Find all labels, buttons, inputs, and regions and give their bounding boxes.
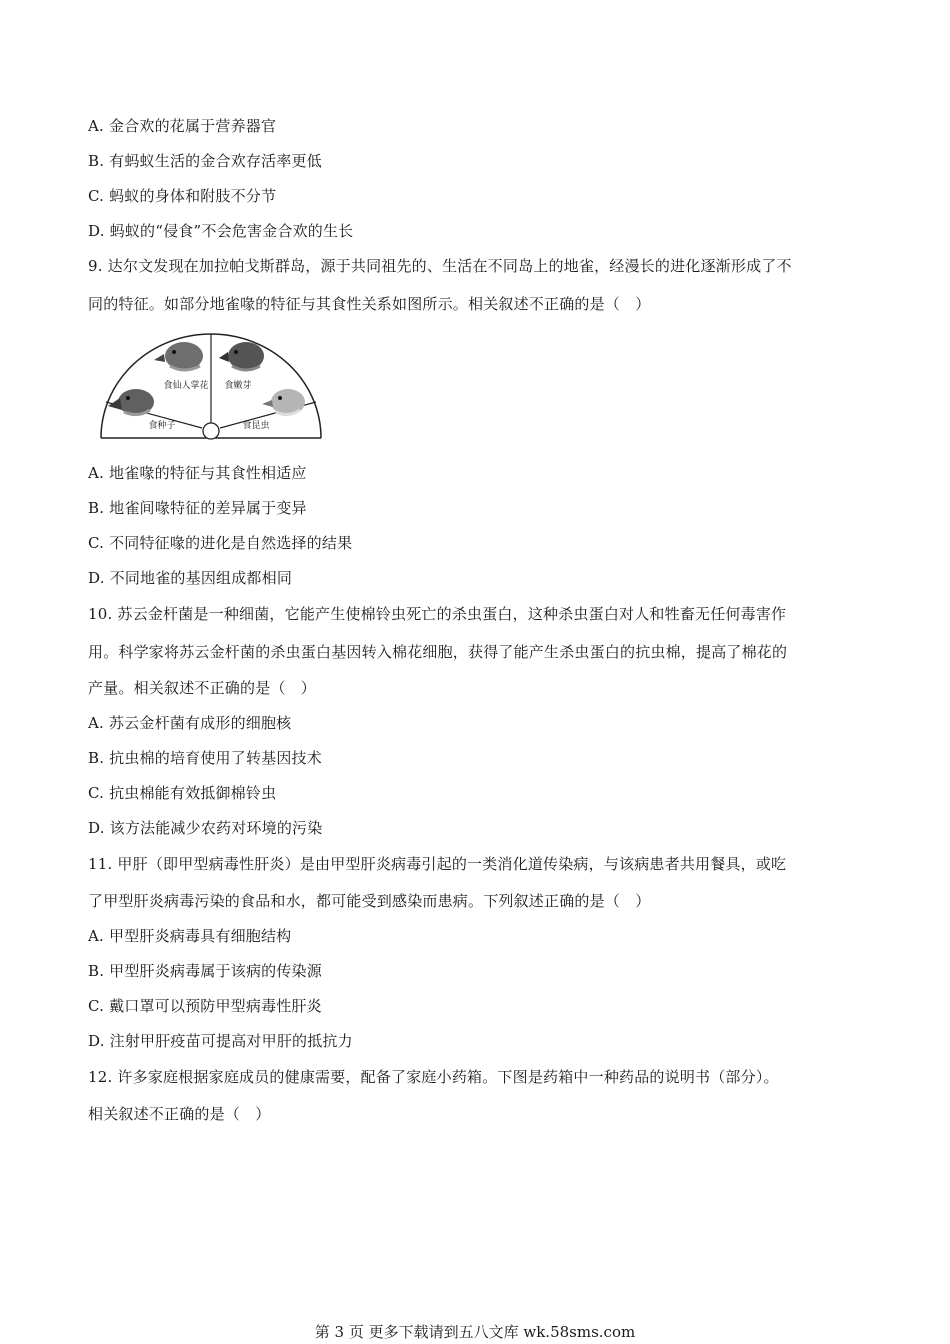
q9-option-c: C. 不同特征喙的进化是自然选择的结果	[88, 534, 353, 552]
q11-option-a: A. 甲型肝炎病毒具有细胞结构	[88, 927, 292, 945]
q9-option-a: A. 地雀喙的特征与其食性相适应	[88, 464, 307, 482]
q11-option-c: C. 戴口罩可以预防甲型病毒性肝炎	[88, 997, 322, 1015]
q10-option-d: D. 该方法能减少农药对环境的污染	[88, 819, 323, 837]
q8-option-c: C. 蚂蚁的身体和附肢不分节	[88, 187, 277, 205]
q9-option-d: D. 不同地雀的基因组成都相同	[88, 569, 293, 587]
finch-beak-diagram	[98, 330, 324, 442]
page-footer: 第 3 页 更多下载请到五八文库 wk.58sms.com	[314, 1323, 636, 1341]
q10-stem-line-1: 10. 苏云金杆菌是一种细菌，它能产生使棉铃虫死亡的杀虫蛋白，这种杀虫蛋白对人和牲畜无任何毒害作	[88, 605, 787, 623]
q11-option-b: B. 甲型肝炎病毒属于该病的传染源	[88, 962, 322, 980]
q10-option-c: C. 抗虫棉能有效抵御棉铃虫	[88, 784, 277, 802]
q10-option-b: B. 抗虫棉的培育使用了转基因技术	[88, 749, 322, 767]
q11-option-d: D. 注射甲肝疫苗可提高对甲肝的抵抗力	[88, 1032, 353, 1050]
q9-stem-line-2: 同的特征。如部分地雀喙的特征与其食性关系如图所示。相关叙述不正确的是（ ）	[88, 295, 651, 313]
q11-stem-line-2: 了甲型肝炎病毒污染的食品和水，都可能受到感染而患病。下列叙述正确的是（ ）	[88, 892, 651, 910]
q11-stem-line-1: 11. 甲肝（即甲型病毒性肝炎）是由甲型肝炎病毒引起的一类消化道传染病，与该病患者共用餐具，或吃	[88, 855, 787, 873]
label-buds: 食嫩芽	[224, 381, 252, 391]
label-cactus-flower: 食仙人掌花	[163, 381, 209, 391]
q8-option-d: D. 蚂蚁的“侵食”不会危害金合欢的生长	[88, 222, 354, 240]
q8-option-b: B. 有蚂蚁生活的金合欢存活率更低	[88, 152, 322, 170]
q12-stem-line-1: 12. 许多家庭根据家庭成员的健康需要，配备了家庭小药箱。下图是药箱中一种药品的说明书（部分）。	[88, 1068, 779, 1086]
q10-stem-line-3: 产量。相关叙述不正确的是（ ）	[88, 679, 317, 697]
label-seeds: 食种子	[148, 421, 176, 431]
q10-stem-line-2: 用。科学家将苏云金杆菌的杀虫蛋白基因转入棉花细胞，获得了能产生杀虫蛋白的抗虫棉，提高了棉花的	[88, 643, 788, 661]
q8-option-a: A. 金合欢的花属于营养器官	[88, 117, 277, 135]
q9-option-b: B. 地雀间喙特征的差异属于变异	[88, 499, 307, 517]
q9-stem-line-1: 9. 达尔文发现在加拉帕戈斯群岛，源于共同祖先的、生活在不同岛上的地雀，经漫长的进化逐渐形成了不	[88, 257, 792, 275]
q12-stem-line-2: 相关叙述不正确的是（ ）	[88, 1105, 271, 1123]
q10-option-a: A. 苏云金杆菌有成形的细胞核	[88, 714, 292, 732]
label-insects: 食昆虫	[242, 421, 270, 431]
